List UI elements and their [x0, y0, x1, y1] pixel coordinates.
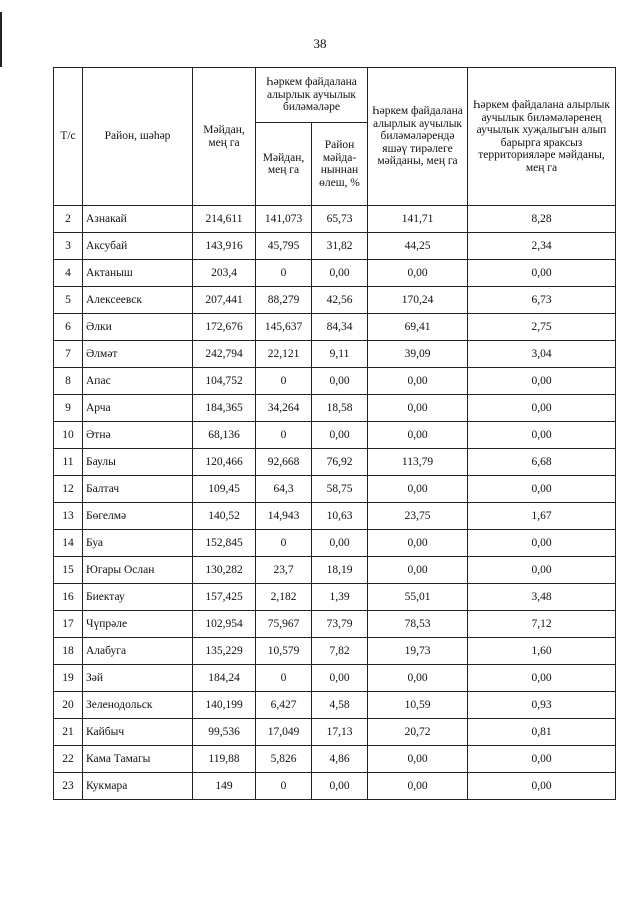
table-row [54, 449, 616, 476]
unsuitable-area: 0,00 [468, 557, 616, 584]
district-name: Буа [83, 530, 193, 557]
usable-share: 76,92 [312, 449, 368, 476]
table-row [54, 611, 616, 638]
unsuitable-area: 0,81 [468, 719, 616, 746]
district-area: 102,954 [193, 611, 256, 638]
living-area: 0,00 [368, 746, 468, 773]
district-area: 214,611 [193, 206, 256, 233]
usable-share: 17,13 [312, 719, 368, 746]
living-area: 23,75 [368, 503, 468, 530]
table-row [54, 692, 616, 719]
usable-area: 88,279 [256, 287, 312, 314]
table-header [54, 68, 616, 206]
district-area: 120,466 [193, 449, 256, 476]
living-area: 113,79 [368, 449, 468, 476]
living-area: 0,00 [368, 530, 468, 557]
district-name: Баулы [83, 449, 193, 476]
row-number: 8 [54, 368, 83, 395]
usable-area: 0 [256, 260, 312, 287]
district-name: Әлмәт [83, 341, 193, 368]
table-row [54, 503, 616, 530]
usable-share: 9,11 [312, 341, 368, 368]
living-area: 55,01 [368, 584, 468, 611]
table-row [54, 341, 616, 368]
row-number: 11 [54, 449, 83, 476]
usable-area: 17,049 [256, 719, 312, 746]
row-number: 9 [54, 395, 83, 422]
district-name: Алабуга [83, 638, 193, 665]
district-name: Арча [83, 395, 193, 422]
usable-area: 23,7 [256, 557, 312, 584]
district-name: Чүпрәле [83, 611, 193, 638]
unsuitable-area: 2,75 [468, 314, 616, 341]
row-number: 23 [54, 773, 83, 800]
district-area: 99,536 [193, 719, 256, 746]
unsuitable-area: 6,68 [468, 449, 616, 476]
table-row [54, 719, 616, 746]
district-name: Зәй [83, 665, 193, 692]
header-usable-share: Район мәйда-ныннан өлеш, % [312, 123, 368, 206]
row-number: 6 [54, 314, 83, 341]
usable-area: 92,668 [256, 449, 312, 476]
unsuitable-area: 3,48 [468, 584, 616, 611]
row-number: 12 [54, 476, 83, 503]
table-row [54, 638, 616, 665]
district-area: 149 [193, 773, 256, 800]
usable-area: 6,427 [256, 692, 312, 719]
usable-share: 31,82 [312, 233, 368, 260]
usable-share: 42,56 [312, 287, 368, 314]
living-area: 44,25 [368, 233, 468, 260]
row-number: 13 [54, 503, 83, 530]
usable-share: 73,79 [312, 611, 368, 638]
header-district: Район, шәһәр [83, 68, 193, 206]
district-name: Алексеевск [83, 287, 193, 314]
table-row [54, 557, 616, 584]
unsuitable-area: 1,67 [468, 503, 616, 530]
usable-area: 14,943 [256, 503, 312, 530]
district-area: 203,4 [193, 260, 256, 287]
unsuitable-area: 0,00 [468, 368, 616, 395]
table-row [54, 476, 616, 503]
usable-area: 0 [256, 665, 312, 692]
usable-area: 2,182 [256, 584, 312, 611]
header-usable-area: Мәйдан, мең га [256, 123, 312, 206]
table-row [54, 260, 616, 287]
usable-area: 64,3 [256, 476, 312, 503]
unsuitable-area: 0,00 [468, 422, 616, 449]
living-area: 0,00 [368, 665, 468, 692]
district-area: 135,229 [193, 638, 256, 665]
usable-share: 4,58 [312, 692, 368, 719]
row-number: 20 [54, 692, 83, 719]
unsuitable-area: 0,93 [468, 692, 616, 719]
header-living-area: Һәркем файдалана алырлык аучылык биләмәләрендә яшәү тирәлеге мәйданы, мең га [368, 68, 468, 206]
row-number: 18 [54, 638, 83, 665]
row-number: 4 [54, 260, 83, 287]
district-area: 207,441 [193, 287, 256, 314]
living-area: 0,00 [368, 368, 468, 395]
district-name: Кайбыч [83, 719, 193, 746]
row-number: 17 [54, 611, 83, 638]
district-name: Биектау [83, 584, 193, 611]
district-name: Әлки [83, 314, 193, 341]
table-row [54, 665, 616, 692]
table-row [54, 395, 616, 422]
row-number: 5 [54, 287, 83, 314]
usable-area: 145,637 [256, 314, 312, 341]
page-number: 38 [313, 36, 327, 51]
district-area: 143,916 [193, 233, 256, 260]
unsuitable-area: 0,00 [468, 530, 616, 557]
district-name: Азнакай [83, 206, 193, 233]
row-number: 15 [54, 557, 83, 584]
row-number: 16 [54, 584, 83, 611]
district-area: 109,45 [193, 476, 256, 503]
usable-share: 7,82 [312, 638, 368, 665]
usable-share: 65,73 [312, 206, 368, 233]
usable-share: 0,00 [312, 422, 368, 449]
usable-area: 0 [256, 773, 312, 800]
usable-area: 34,264 [256, 395, 312, 422]
usable-area: 141,073 [256, 206, 312, 233]
living-area: 39,09 [368, 341, 468, 368]
usable-area: 45,795 [256, 233, 312, 260]
living-area: 69,41 [368, 314, 468, 341]
living-area: 10,59 [368, 692, 468, 719]
district-name: Кама Тамагы [83, 746, 193, 773]
living-area: 78,53 [368, 611, 468, 638]
district-name: Бөгелмә [83, 503, 193, 530]
district-name: Югары Ослан [83, 557, 193, 584]
table-row [54, 530, 616, 557]
unsuitable-area: 0,00 [468, 773, 616, 800]
district-area: 152,845 [193, 530, 256, 557]
row-number: 22 [54, 746, 83, 773]
living-area: 0,00 [368, 476, 468, 503]
living-area: 0,00 [368, 395, 468, 422]
usable-area: 5,826 [256, 746, 312, 773]
usable-area: 10,579 [256, 638, 312, 665]
living-area: 170,24 [368, 287, 468, 314]
table-row [54, 314, 616, 341]
table-row [54, 233, 616, 260]
living-area: 0,00 [368, 773, 468, 800]
table-row [54, 584, 616, 611]
table-body [54, 206, 616, 800]
district-area: 68,136 [193, 422, 256, 449]
unsuitable-area: 1,60 [468, 638, 616, 665]
living-area: 20,72 [368, 719, 468, 746]
table-row [54, 746, 616, 773]
usable-share: 1,39 [312, 584, 368, 611]
district-area: 140,199 [193, 692, 256, 719]
usable-share: 0,00 [312, 665, 368, 692]
row-number: 14 [54, 530, 83, 557]
unsuitable-area: 2,34 [468, 233, 616, 260]
usable-share: 4,86 [312, 746, 368, 773]
hunting-grounds-table [53, 67, 616, 800]
unsuitable-area: 6,73 [468, 287, 616, 314]
living-area: 0,00 [368, 260, 468, 287]
district-area: 119,88 [193, 746, 256, 773]
header-usable-group: Һәркем файдалана алырлык аучылык биләмәләре [256, 68, 368, 123]
header-area: Мәйдан, мең га [193, 68, 256, 206]
living-area: 19,73 [368, 638, 468, 665]
district-name: Әтнә [83, 422, 193, 449]
unsuitable-area: 0,00 [468, 476, 616, 503]
living-area: 0,00 [368, 557, 468, 584]
header-unsuitable-area: Һәркем файдалана алырлык аучылык биләмәләренең аучылык хуҗалыгын алып барырга яраксыз территорияләре мәйданы, мең га [468, 68, 616, 206]
district-area: 157,425 [193, 584, 256, 611]
unsuitable-area: 8,28 [468, 206, 616, 233]
living-area: 0,00 [368, 422, 468, 449]
table-row [54, 206, 616, 233]
usable-share: 0,00 [312, 368, 368, 395]
district-name: Актаныш [83, 260, 193, 287]
district-name: Зеленодольск [83, 692, 193, 719]
district-area: 184,24 [193, 665, 256, 692]
living-area: 141,71 [368, 206, 468, 233]
usable-share: 10,63 [312, 503, 368, 530]
row-number: 3 [54, 233, 83, 260]
table-row [54, 773, 616, 800]
unsuitable-area: 0,00 [468, 260, 616, 287]
usable-share: 0,00 [312, 530, 368, 557]
usable-area: 0 [256, 368, 312, 395]
row-number: 10 [54, 422, 83, 449]
usable-area: 75,967 [256, 611, 312, 638]
row-number: 7 [54, 341, 83, 368]
usable-share: 18,58 [312, 395, 368, 422]
district-name: Апас [83, 368, 193, 395]
district-area: 140,52 [193, 503, 256, 530]
usable-area: 0 [256, 530, 312, 557]
usable-share: 58,75 [312, 476, 368, 503]
district-area: 104,752 [193, 368, 256, 395]
district-area: 130,282 [193, 557, 256, 584]
district-name: Кукмара [83, 773, 193, 800]
header-num: Т/с [54, 68, 83, 206]
unsuitable-area: 0,00 [468, 395, 616, 422]
usable-share: 0,00 [312, 773, 368, 800]
district-name: Аксубай [83, 233, 193, 260]
row-number: 2 [54, 206, 83, 233]
district-area: 184,365 [193, 395, 256, 422]
table-row [54, 287, 616, 314]
usable-area: 22,121 [256, 341, 312, 368]
usable-share: 18,19 [312, 557, 368, 584]
table-row [54, 368, 616, 395]
unsuitable-area: 3,04 [468, 341, 616, 368]
row-number: 21 [54, 719, 83, 746]
usable-area: 0 [256, 422, 312, 449]
row-number: 19 [54, 665, 83, 692]
unsuitable-area: 7,12 [468, 611, 616, 638]
district-area: 172,676 [193, 314, 256, 341]
district-area: 242,794 [193, 341, 256, 368]
table-row [54, 422, 616, 449]
district-name: Балтач [83, 476, 193, 503]
usable-share: 0,00 [312, 260, 368, 287]
usable-share: 84,34 [312, 314, 368, 341]
unsuitable-area: 0,00 [468, 665, 616, 692]
unsuitable-area: 0,00 [468, 746, 616, 773]
